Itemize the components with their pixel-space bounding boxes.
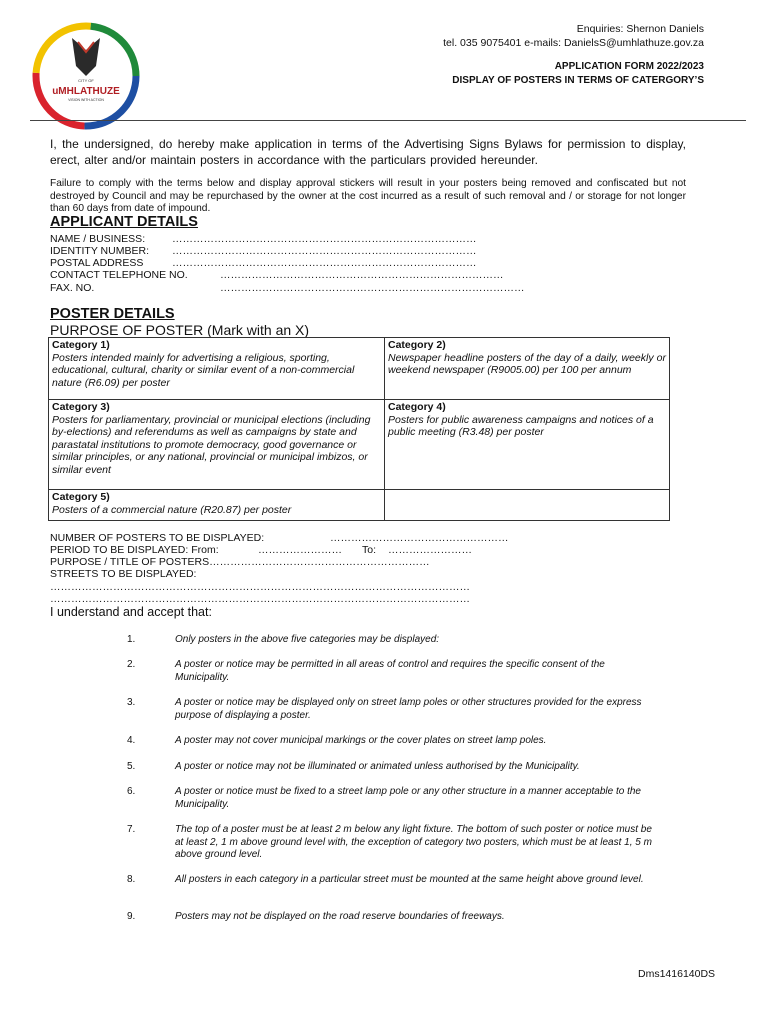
list-number: 5. — [127, 761, 136, 772]
field-fax-no-line[interactable]: …………………………………………………………………………… — [220, 282, 525, 294]
list-number: 3. — [127, 697, 136, 708]
category-4-text: Posters for public awareness campaigns and notices of a public meeting (R3.48) per poster — [388, 413, 654, 438]
empty-cell — [385, 490, 670, 521]
field-contact-telephone-line[interactable]: ……………………………………………………………………… — [220, 269, 504, 281]
field-postal-address-line[interactable]: …………………………………………………………………………… — [172, 257, 477, 269]
field-name-business-line[interactable]: …………………………………………………………………………… — [172, 233, 477, 245]
list-text: Posters may not be displayed on the road reserve boundaries of freeways. — [175, 911, 505, 922]
period-label: PERIOD TO BE DISPLAYED: From: — [50, 544, 219, 556]
list-text: A poster or notice may be permitted in all areas of control and requires the specific consent of the Municipality. — [175, 659, 605, 683]
field-label: IDENTITY NUMBER: — [50, 245, 149, 257]
header-divider — [30, 120, 746, 121]
list-text: The top of a poster must be at least 2 m below any light fixture. The bottom of such poster or notice must be at least 2, 1 m above ground level with, the exception of category two posters, which must be at least 1, 5 m above ground level. — [175, 824, 652, 860]
list-number: 2. — [127, 659, 136, 670]
field-contact-telephone — [50, 269, 188, 282]
streets-label: STREETS TO BE DISPLAYED: — [50, 568, 197, 580]
period-to-label: To: — [362, 544, 377, 556]
field-postal-address — [50, 257, 143, 270]
header-contact: tel. 035 9075401 e-mails: DanielsS@umhlathuze.gov.za — [443, 37, 704, 49]
list-number: 1. — [127, 634, 136, 645]
form-title: APPLICATION FORM 2022/2023 — [554, 61, 704, 72]
category-5-cell[interactable] — [49, 490, 385, 521]
list-text: A poster or notice may be displayed only on street lamp poles or other structures provided for the express purpose of displaying a poster. — [175, 697, 642, 721]
list-text: A poster or notice must be fixed to a street lamp pole or any other structure in a manner acceptable to the Municipality. — [175, 786, 641, 810]
table-row — [49, 338, 670, 400]
number-of-posters-line[interactable]: …………………………………………… — [330, 532, 509, 544]
list-number: 4. — [127, 735, 136, 746]
category-1-title: Category 1) — [52, 339, 110, 351]
category-4-cell[interactable] — [385, 400, 670, 490]
category-table — [48, 337, 670, 521]
list-text: Only posters in the above five categories may be displayed: — [175, 634, 440, 645]
category-2-text: Newspaper headline posters of the day of a daily, weekly or weekend newspaper (R9005.00) per 100 per annum — [388, 351, 666, 376]
table-row — [49, 490, 670, 521]
field-label: FAX. NO. — [50, 282, 95, 294]
applicant-details-heading: APPLICANT DETAILS — [50, 214, 198, 230]
period-from-line[interactable]: …………………… — [258, 544, 342, 556]
list-number: 8. — [127, 874, 136, 885]
logo-small-text: CITY OF — [78, 78, 94, 83]
list-text: A poster may not cover municipal markings or the cover plates on street lamp poles. — [175, 735, 547, 746]
category-4-title: Category 4) — [388, 401, 446, 413]
list-text: All posters in each category in a particular street must be mounted at the same height above ground level. — [175, 874, 644, 885]
field-name-business — [50, 233, 145, 246]
field-identity-number — [50, 245, 149, 258]
intro-paragraph: I, the undersigned, do hereby make application in terms of the Advertising Signs Bylaws for permission to display, erect, alter and/or maintain posters in accordance with the particulars provided hereunder. — [50, 137, 686, 167]
warning-paragraph: Failure to comply with the terms below and display approval stickers will result in your posters being removed and confiscated but not destroyed by Council and may be repurchased by the owner at the cost incurred as a result of such removal and / or storage for not longer than 60 days from date of impound. — [50, 178, 686, 214]
streets-line-2[interactable]: ………………………………………………………………………………………………………… — [50, 593, 470, 605]
poster-details-heading: POSTER DETAILS — [50, 306, 175, 322]
purpose-title-line[interactable]: ……………………………………………………… — [209, 556, 430, 568]
municipality-logo — [30, 20, 142, 132]
purpose-title-text: PURPOSE / TITLE OF POSTERS — [50, 556, 210, 568]
category-2-cell[interactable] — [385, 338, 670, 400]
category-5-title: Category 5) — [52, 491, 110, 503]
logo-wordmark: uMHLATHUZE — [52, 86, 120, 97]
field-identity-number-line[interactable]: …………………………………………………………………………… — [172, 245, 477, 257]
purpose-heading: PURPOSE OF POSTER (Mark with an X) — [50, 322, 310, 338]
purpose-title-label — [50, 556, 430, 569]
field-label: CONTACT TELEPHONE NO. — [50, 269, 188, 281]
category-1-cell[interactable] — [49, 338, 385, 400]
table-row — [49, 400, 670, 490]
number-of-posters-label: NUMBER OF POSTERS TO BE DISPLAYED: — [50, 532, 265, 544]
form-subtitle: DISPLAY OF POSTERS IN TERMS OF CATERGORY’S — [452, 75, 704, 86]
list-number: 6. — [127, 786, 136, 797]
category-3-cell[interactable] — [49, 400, 385, 490]
accept-heading: I understand and accept that: — [50, 605, 212, 619]
field-fax-no — [50, 282, 94, 295]
header-enquiries: Enquiries: Shernon Daniels — [576, 23, 704, 35]
category-3-text: Posters for parliamentary, provincial or municipal elections (including by-elections) and referendums as well as campaigns by state and parastatal institutions to promote democracy, good governance or similar principles, or any national, provincial or municipal imbizos, or similar event — [52, 413, 371, 476]
document-reference: Dms1416140DS — [638, 968, 716, 980]
list-number: 7. — [127, 824, 136, 835]
field-label: NAME / BUSINESS: — [50, 233, 146, 245]
list-text: A poster or notice may not be illuminated or animated unless authorised by the Municipality. — [175, 761, 580, 772]
streets-line-1[interactable]: ………………………………………………………………………………………………………… — [50, 581, 470, 593]
logo-tagline: VISION WITH ACTION — [68, 98, 104, 102]
category-1-text: Posters intended mainly for advertising a religious, sporting, educational, cultural, charity or similar event of a non-commercial nature (R6.09) per poster — [52, 351, 355, 389]
category-5-text: Posters of a commercial nature (R20.87) per poster — [52, 503, 292, 516]
period-to-line[interactable]: …………………… — [388, 544, 472, 556]
category-2-title: Category 2) — [388, 339, 446, 351]
list-number: 9. — [127, 911, 136, 922]
category-3-title: Category 3) — [52, 401, 110, 413]
field-label: POSTAL ADDRESS — [50, 257, 144, 269]
